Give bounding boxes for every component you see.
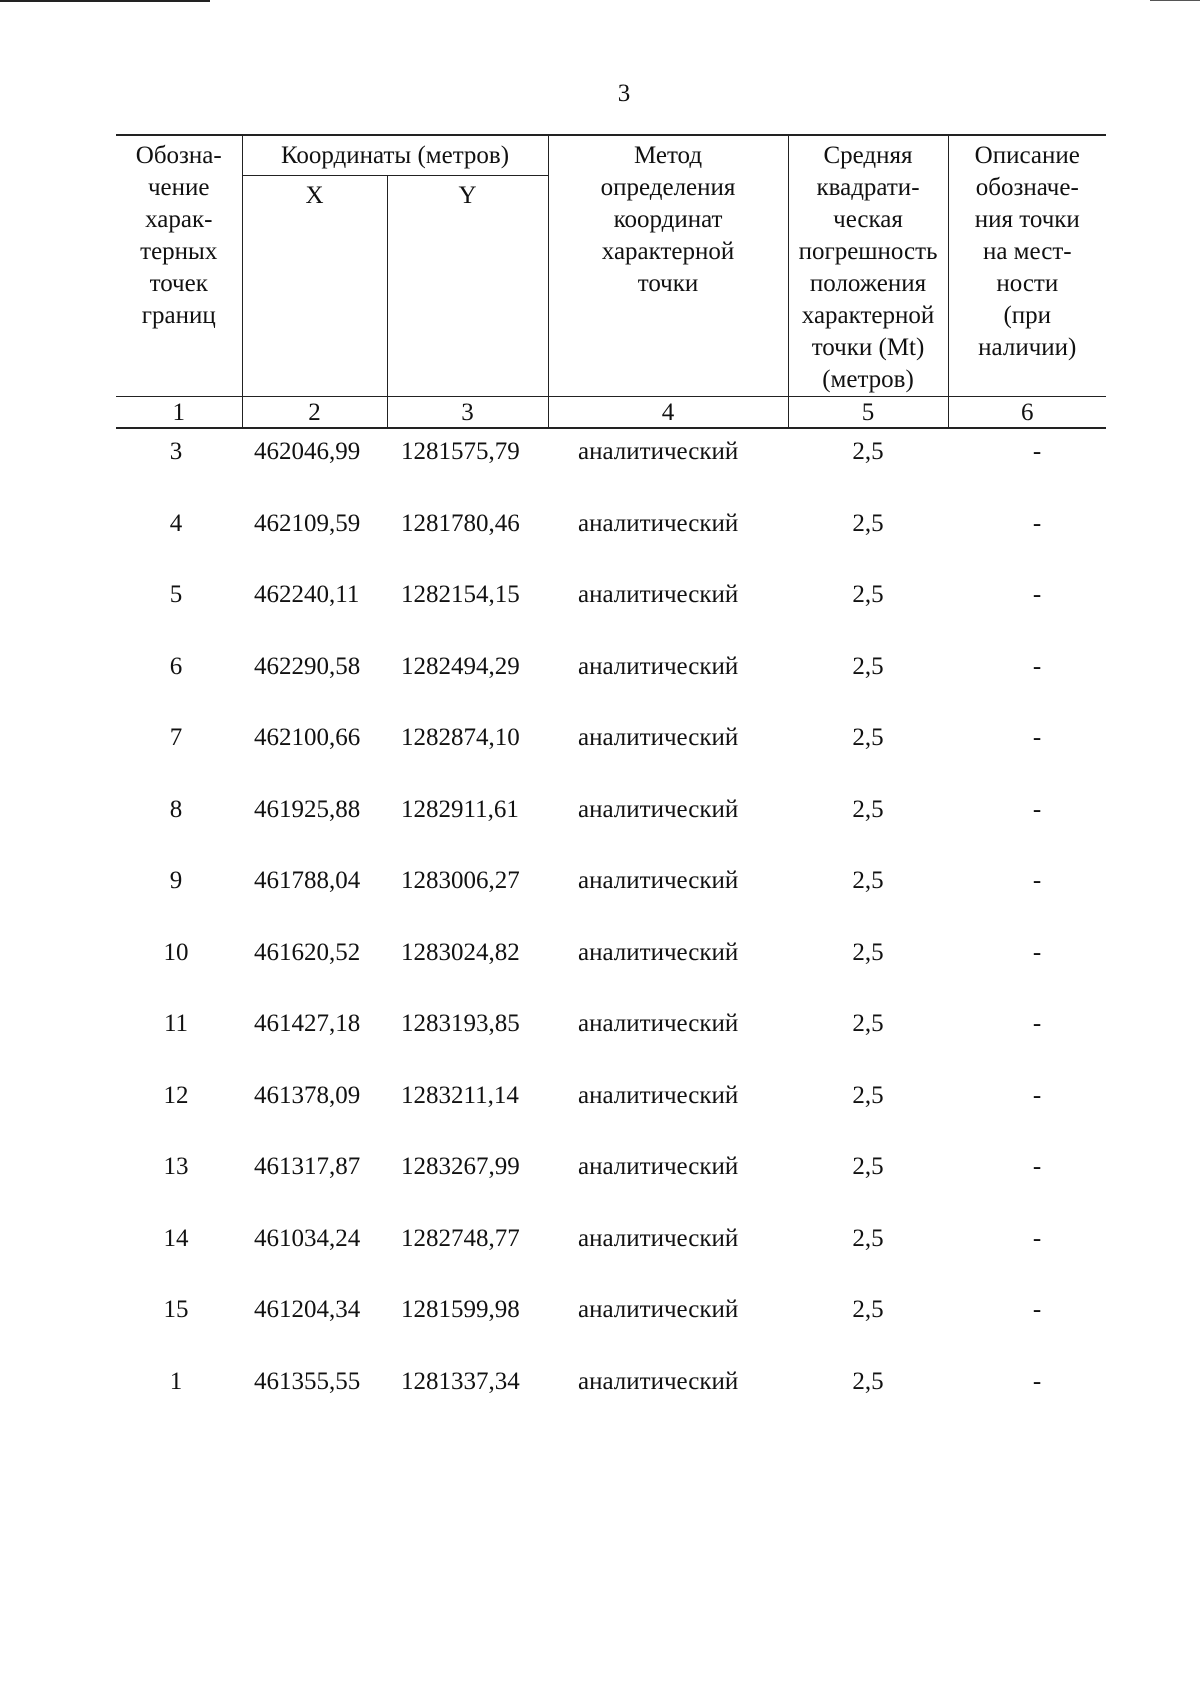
mean-square-error: 2,5 xyxy=(852,1010,884,1037)
header-coordinates-text: Координаты (метров) xyxy=(280,142,510,169)
point-description: - xyxy=(1032,438,1042,465)
coordinates-table xyxy=(116,134,1106,1430)
point-number: 1 xyxy=(169,1367,183,1395)
header-mean-square-error-text: Средняя квадрати- ческая погрешность положения характерной точки (Mt) (метров) xyxy=(798,142,938,393)
table-row xyxy=(116,930,1106,1002)
mean-square-error: 2,5 xyxy=(852,795,884,823)
x-coordinate: 461317,87 xyxy=(254,1153,361,1180)
y-coordinate: 1283211,14 xyxy=(401,1081,519,1109)
point-description: - xyxy=(1032,867,1042,894)
table-row xyxy=(116,1073,1106,1145)
header-row xyxy=(116,135,1106,175)
point-description: - xyxy=(1032,1367,1042,1395)
point-number: 10 xyxy=(163,938,189,966)
y-coordinate: 1281780,46 xyxy=(401,509,520,537)
mean-square-error: 2,5 xyxy=(852,581,884,608)
point-description: - xyxy=(1032,581,1042,608)
header-method xyxy=(548,135,788,397)
x-coordinate: 462240,11 xyxy=(254,581,360,608)
x-coordinate: 461378,09 xyxy=(254,1081,361,1109)
x-coordinate: 461204,34 xyxy=(254,1296,361,1323)
method: аналитический xyxy=(578,1296,739,1323)
method: аналитический xyxy=(578,795,739,823)
point-number: 14 xyxy=(163,1224,189,1252)
header-coordinates-group xyxy=(242,135,548,175)
mean-square-error: 2,5 xyxy=(852,1153,884,1180)
scan-edge-mark-right xyxy=(1150,0,1200,1)
column-number: 4 xyxy=(548,397,788,429)
mean-square-error: 2,5 xyxy=(852,438,884,465)
point-description: - xyxy=(1032,1153,1042,1180)
y-coordinate: 1283193,85 xyxy=(401,1010,520,1037)
method: аналитический xyxy=(578,724,739,751)
point-description: - xyxy=(1032,1296,1042,1323)
table-row xyxy=(116,1287,1106,1359)
y-coordinate: 1282494,29 xyxy=(401,652,520,680)
y-coordinate: 1283267,99 xyxy=(401,1153,520,1180)
method: аналитический xyxy=(578,652,739,680)
x-coordinate: 462290,58 xyxy=(254,652,361,680)
point-description: - xyxy=(1032,509,1042,537)
x-coordinate: 461034,24 xyxy=(254,1224,361,1252)
point-number: 9 xyxy=(169,867,183,894)
header-x-text: X xyxy=(305,181,324,209)
header-method-text: Метод определения координат характерной точки xyxy=(600,142,736,297)
table-row xyxy=(116,644,1106,716)
mean-square-error: 2,5 xyxy=(852,724,884,751)
column-number-row xyxy=(116,397,1106,429)
x-coordinate: 461355,55 xyxy=(254,1367,361,1395)
x-coordinate: 462109,59 xyxy=(254,509,361,537)
point-number: 6 xyxy=(169,652,183,680)
header-point-designation-text: Обозна- чение харак- терных точек границ xyxy=(135,142,222,329)
method: аналитический xyxy=(578,1153,739,1180)
mean-square-error: 2,5 xyxy=(852,1296,884,1323)
table-row xyxy=(116,715,1106,787)
table-row xyxy=(116,858,1106,930)
table-header xyxy=(116,135,1106,428)
y-coordinate: 1281575,79 xyxy=(401,438,520,465)
table-body xyxy=(116,428,1106,1430)
point-number: 8 xyxy=(169,795,183,823)
x-coordinate: 461788,04 xyxy=(254,867,361,894)
mean-square-error: 2,5 xyxy=(852,938,884,966)
point-description: - xyxy=(1032,938,1042,966)
point-number: 12 xyxy=(163,1081,189,1109)
header-point-designation xyxy=(116,135,242,397)
method: аналитический xyxy=(578,581,739,608)
table-row xyxy=(116,787,1106,859)
point-number: 11 xyxy=(163,1010,189,1037)
point-number: 7 xyxy=(169,724,183,751)
method: аналитический xyxy=(578,1224,739,1252)
y-coordinate: 1281337,34 xyxy=(401,1367,520,1395)
y-coordinate: 1282154,15 xyxy=(401,581,520,608)
header-y-text: Y xyxy=(458,181,477,209)
column-number: 3 xyxy=(387,397,548,429)
point-number: 4 xyxy=(169,509,183,537)
method: аналитический xyxy=(578,1010,739,1037)
method: аналитический xyxy=(578,938,739,966)
point-number: 3 xyxy=(169,438,183,465)
point-description: - xyxy=(1032,724,1042,751)
method: аналитический xyxy=(578,1367,739,1395)
mean-square-error: 2,5 xyxy=(852,509,884,537)
y-coordinate: 1283024,82 xyxy=(401,938,520,966)
mean-square-error: 2,5 xyxy=(852,867,884,894)
table-row xyxy=(116,1216,1106,1288)
table-row xyxy=(116,1144,1106,1216)
point-number: 5 xyxy=(169,581,183,608)
header-x xyxy=(242,175,387,396)
y-coordinate: 1282748,77 xyxy=(401,1224,520,1252)
y-coordinate: 1282874,10 xyxy=(401,724,520,751)
y-coordinate: 1283006,27 xyxy=(401,867,520,894)
point-description: - xyxy=(1032,1224,1042,1252)
header-description-text: Описание обозначе- ния точки на мест- ности (при наличии) xyxy=(974,142,1080,361)
method: аналитический xyxy=(578,509,739,537)
method: аналитический xyxy=(578,1081,739,1109)
point-description: - xyxy=(1032,1010,1042,1037)
x-coordinate: 461620,52 xyxy=(254,938,361,966)
scan-edge-mark xyxy=(0,0,210,2)
table-row xyxy=(116,501,1106,573)
column-number: 1 xyxy=(116,397,242,429)
mean-square-error: 2,5 xyxy=(852,1224,884,1252)
column-number: 6 xyxy=(948,397,1106,429)
point-description: - xyxy=(1032,795,1042,823)
column-number: 2 xyxy=(242,397,387,429)
page-number: 3 xyxy=(617,80,631,107)
method: аналитический xyxy=(578,438,739,465)
y-coordinate: 1282911,61 xyxy=(401,795,519,823)
x-coordinate: 462100,66 xyxy=(254,724,361,751)
x-coordinate: 462046,99 xyxy=(254,438,361,465)
x-coordinate: 461427,18 xyxy=(254,1010,361,1037)
point-number: 15 xyxy=(163,1296,189,1323)
header-mean-square-error xyxy=(788,135,948,397)
point-description: - xyxy=(1032,652,1042,680)
header-y xyxy=(387,175,548,396)
table-row xyxy=(116,1359,1106,1431)
mean-square-error: 2,5 xyxy=(852,1367,884,1395)
point-number: 13 xyxy=(163,1153,189,1180)
point-description: - xyxy=(1032,1081,1042,1109)
y-coordinate: 1281599,98 xyxy=(401,1296,520,1323)
column-number: 5 xyxy=(788,397,948,429)
method: аналитический xyxy=(578,867,739,894)
mean-square-error: 2,5 xyxy=(852,652,884,680)
table-row xyxy=(116,1001,1106,1073)
header-description xyxy=(948,135,1106,397)
table-row xyxy=(116,428,1106,501)
x-coordinate: 461925,88 xyxy=(254,795,361,823)
table-row xyxy=(116,572,1106,644)
mean-square-error: 2,5 xyxy=(852,1081,884,1109)
